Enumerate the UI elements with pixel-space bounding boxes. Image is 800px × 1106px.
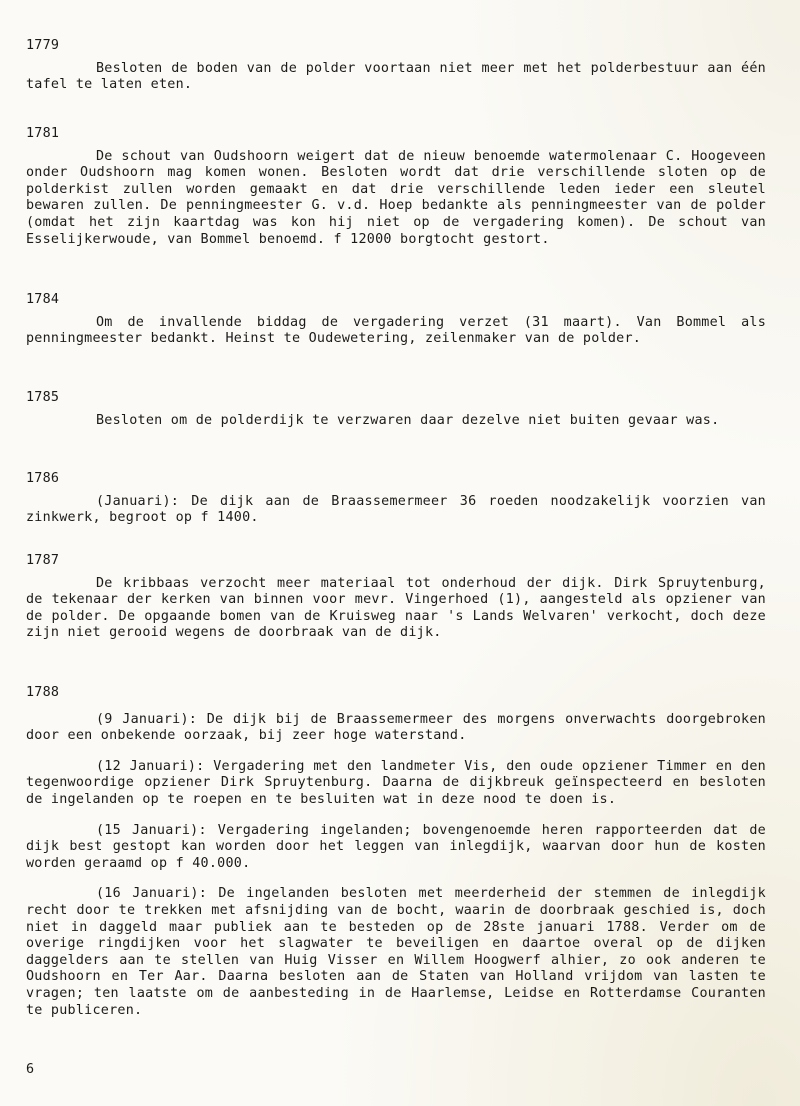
entry-year: 1786 [26,471,60,486]
entry-paragraph: (12 Januari): Vergadering met den landmeter Vis, den oude opziener Timmer en den tegenwoordige opziener Dirk Spruytenburg. Daarna de dijkbreuk geïnspecteerd en besloten de ingelanden op te roepen en te besluiten wat in deze nood te doen is. [26,758,766,807]
entry-paragraph: (Januari): De dijk aan de Braassemermeer 36 roeden noodzakelijk voorzien van zinkwerk, begroot op f 1400. [26,493,766,526]
entry-year: 1781 [26,126,60,141]
entry-1784 [26,292,766,348]
entry-paragraph: Besloten de boden van de polder voortaan niet meer met het polderbestuur aan één tafel te laten eten. [26,60,766,93]
entry-paragraph: Besloten om de polderdijk te verzwaren daar dezelve niet buiten gevaar was. [96,412,720,428]
entry-paragraph: (16 Januari): De ingelanden besloten met meerderheid der stemmen de inlegdijk recht door te trekken met afsnijding van de bocht, waarin de doorbraak geschied is, doch niet in daggeld maar publiek aan te besteden op de 28ste januari 1788. Verder om de overige ringdijken voor het slagwater te beveiligen en daartoe overal op de dijken daggelders aan te stellen van Huig Visser en Willem Hoogwerf alhier, zo ook anderen te Oudshoorn en Ter Aar. Daarna besloten aan de Staten van Holland vrijdom van lasten te vragen; ten laatste om de aanbesteding in de Haarlemse, Leidse en Rotterdamse Couranten te publiceren. [26,886,766,1018]
entry-paragraph: (9 Januari): De dijk bij de Braassemermeer des morgens onverwachts doorgebroken door een onbekende oorzaak, bij zeer hoge waterstand. [26,711,766,744]
entry-paragraph: De schout van Oudshoorn weigert dat de nieuw benoemde watermolenaar C. Hoogeveen onder Oudshoorn mag komen wonen. Besloten wordt dat drie verschillende sloten op de polderkist zullen worden gemaakt en dat drie verschillende leden ieder een sleutel bewaren zullen. De penningmeester G. v.d. Hoep bedankte als penningmeester van de polder (omdat het zijn kaartdag was kon hij niet op de vergadering komen). De schout van Esselijkerwoude, van Bommel benoemd. f 12000 borgtocht gestort. [26,148,766,247]
entry-1781 [26,126,766,248]
entry-year: 1779 [26,38,60,53]
entry-paragraph: De kribbaas verzocht meer materiaal tot onderhoud der dijk. Dirk Spruytenburg, de tekenaar der kerken van binnen voor mevr. Vingerhoed (1), aangesteld als opziener van de polder. De opgaande bomen van de Kruisweg naar 's Lands Welvaren' verkocht, doch deze zijn niet gerooid wegens de doorbraak van de dijk. [26,575,766,641]
entry-year: 1785 [26,390,60,405]
entry-1788 [26,685,766,1019]
entry-year: 1787 [26,553,60,568]
entry-1779 [26,38,766,94]
entry-1785 [26,390,719,429]
entry-1787 [26,553,766,642]
entry-year: 1788 [26,685,60,700]
entry-paragraph: Om de invallende biddag de vergadering verzet (31 maart). Van Bommel als penningmeester bedankt. Heinst te Oudewetering, zeilenmaker van de polder. [26,314,766,347]
entry-paragraph: (15 Januari): Vergadering ingelanden; bovengenoemde heren rapporteerden dat de dijk best gestopt kan worden door het leggen van inlegdijk, waarvan door hun de kosten worden geraamd op f 40.000. [26,822,766,871]
entry-1786 [26,471,766,527]
page-number: 6 [26,1062,35,1077]
entry-year: 1784 [26,292,60,307]
